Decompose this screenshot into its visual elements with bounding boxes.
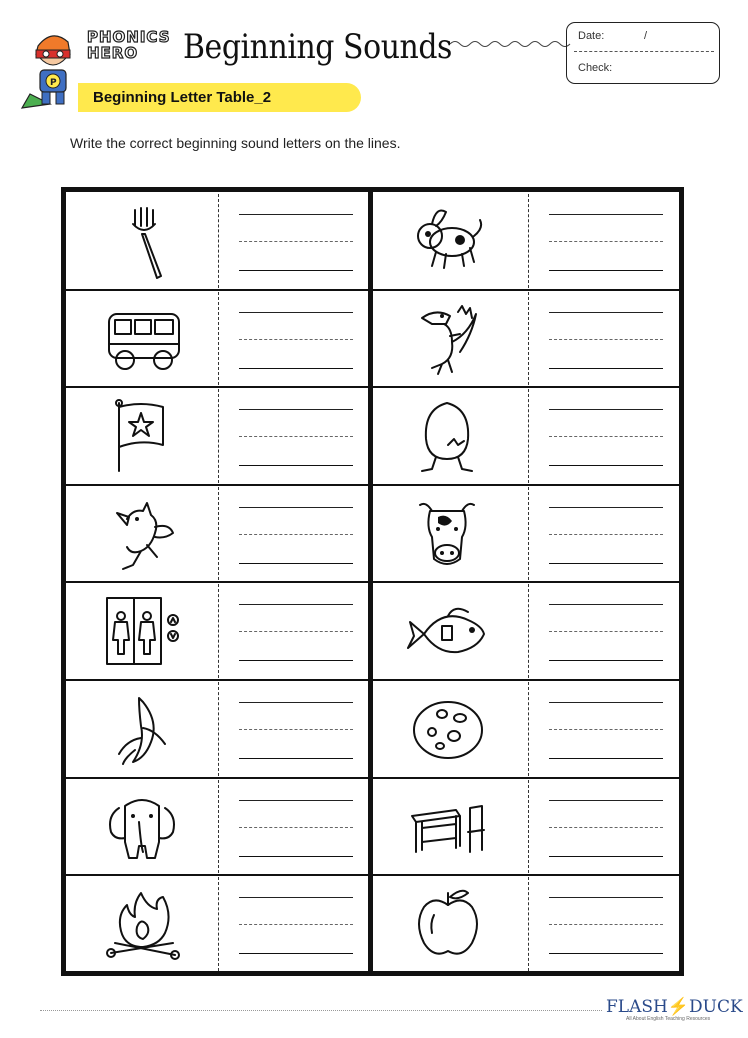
row-separator: [66, 484, 368, 486]
check-label: Check:: [578, 62, 613, 74]
writing-lines[interactable]: [239, 312, 353, 372]
row-separator: [373, 581, 679, 583]
writing-lines[interactable]: [239, 507, 353, 567]
brand-tagline: All About English Teaching Resources: [626, 1016, 711, 1022]
writing-lines[interactable]: [549, 702, 663, 762]
row-separator: [373, 679, 679, 681]
svg-text:P: P: [50, 78, 57, 88]
apple-icon: [402, 883, 492, 963]
subtitle: Beginning Letter Table_2: [93, 89, 272, 106]
brand-part1: FLASH: [606, 997, 668, 1017]
bus-icon: [97, 298, 187, 378]
row-separator: [66, 874, 368, 876]
row-separator: [373, 874, 679, 876]
cell-divider: [528, 780, 529, 874]
brand-part2: DUCK: [689, 997, 743, 1017]
writing-lines[interactable]: [239, 214, 353, 274]
writing-lines[interactable]: [239, 702, 353, 762]
cell-divider: [218, 389, 219, 483]
flashduck-logo: [606, 997, 743, 1017]
cell-divider: [528, 584, 529, 678]
writing-lines[interactable]: [239, 604, 353, 664]
lightning-icon: ⚡: [667, 997, 690, 1017]
fish-icon: [402, 590, 492, 670]
writing-lines[interactable]: [549, 800, 663, 860]
fire-icon: [97, 883, 187, 963]
logo-phonics-text: PHONICS: [87, 28, 171, 46]
cookie-icon: [402, 688, 492, 768]
row-separator: [373, 484, 679, 486]
cell-divider: [218, 487, 219, 581]
cell-divider: [218, 780, 219, 874]
cell-divider: [218, 292, 219, 386]
cell-divider: [218, 682, 219, 776]
cell-divider: [528, 292, 529, 386]
elevator-icon: [97, 590, 187, 670]
row-separator: [373, 777, 679, 779]
cell-divider: [218, 877, 219, 971]
row-separator: [66, 386, 368, 388]
cell-divider: [528, 389, 529, 483]
writing-lines[interactable]: [239, 897, 353, 957]
writing-lines[interactable]: [549, 507, 663, 567]
cow-icon: [402, 493, 492, 573]
writing-lines[interactable]: [549, 409, 663, 469]
row-separator: [66, 777, 368, 779]
page-title: Beginning Sounds: [183, 27, 452, 67]
dog-icon: [402, 200, 492, 280]
egg-icon: [402, 395, 492, 475]
date-separator: /: [644, 30, 648, 42]
row-separator: [66, 679, 368, 681]
row-separator: [66, 289, 368, 291]
banana-icon: [97, 688, 187, 768]
fork-icon: [97, 200, 187, 280]
cell-divider: [528, 487, 529, 581]
decorative-squiggle-icon: [450, 38, 572, 50]
row-separator: [66, 581, 368, 583]
instruction-text: Write the correct beginning sound letters on the lines.: [70, 135, 401, 151]
cell-divider: [528, 682, 529, 776]
hero-mascot-icon: [20, 24, 84, 110]
footer-divider: [40, 1010, 602, 1011]
date-label: Date:: [578, 30, 605, 42]
logo-hero-text: HERO: [87, 44, 139, 62]
writing-lines[interactable]: [549, 214, 663, 274]
row-separator: [373, 386, 679, 388]
desk-icon: [402, 786, 492, 866]
writing-lines[interactable]: [549, 312, 663, 372]
cell-divider: [528, 194, 529, 288]
cell-divider: [218, 194, 219, 288]
row-separator: [373, 289, 679, 291]
date-divider: [574, 51, 714, 52]
cell-divider: [528, 877, 529, 971]
cell-divider: [218, 584, 219, 678]
writing-lines[interactable]: [549, 604, 663, 664]
flag-icon: [97, 395, 187, 475]
dinosaur-icon: [402, 298, 492, 378]
writing-lines[interactable]: [549, 897, 663, 957]
writing-lines[interactable]: [239, 409, 353, 469]
elephant-icon: [97, 786, 187, 866]
writing-lines[interactable]: [239, 800, 353, 860]
fox-icon: [97, 493, 187, 573]
